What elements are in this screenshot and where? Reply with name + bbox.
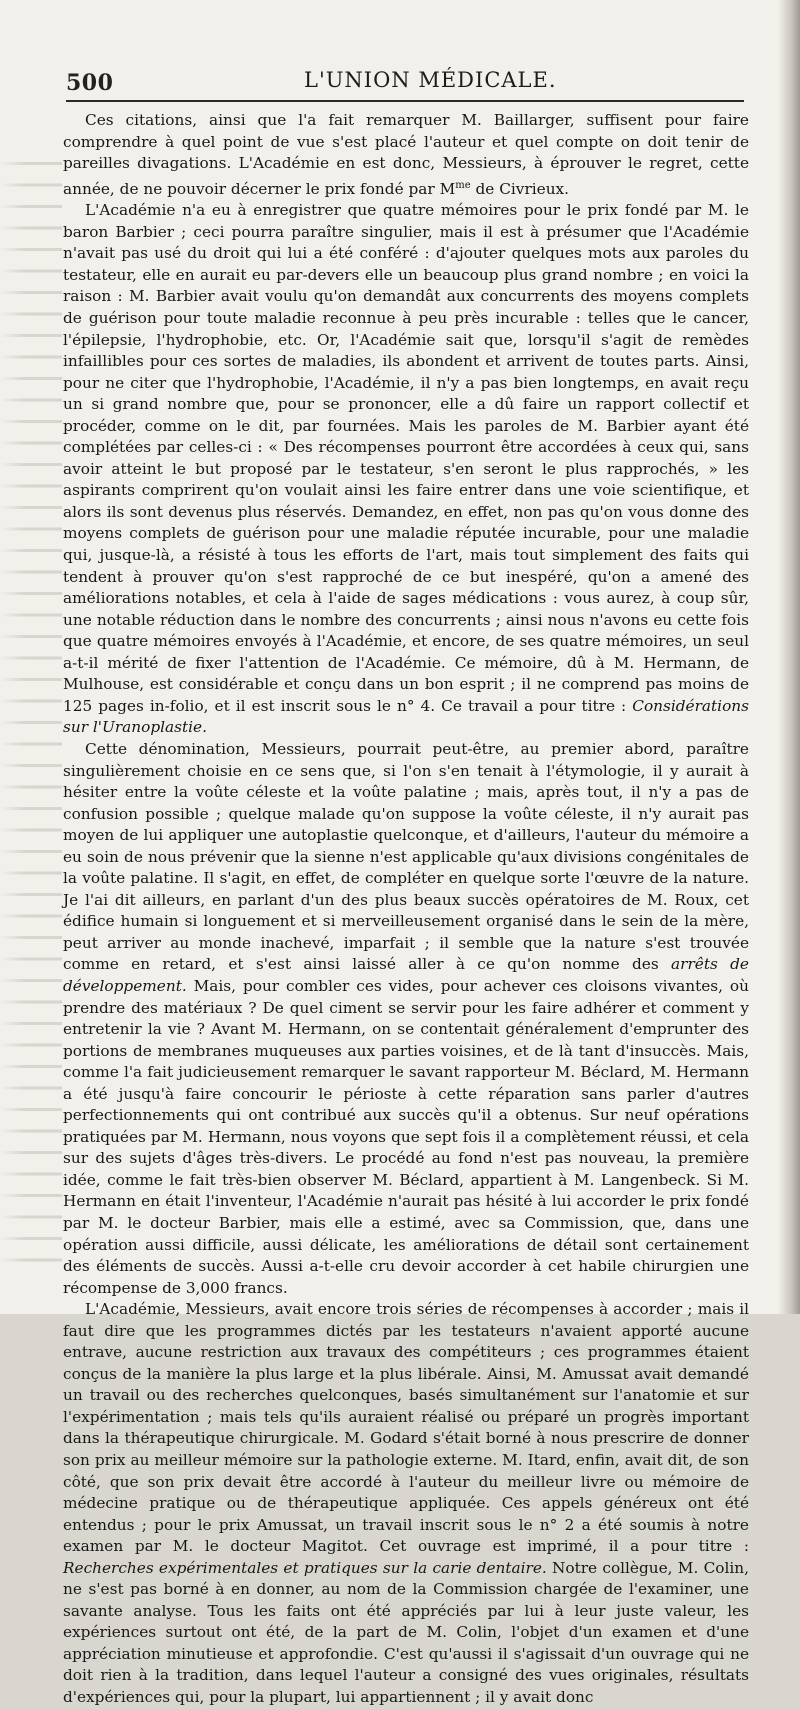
paragraph: L'Académie, Messieurs, avait encore trois séries de récompenses à accorder ; mais il faut dire que les programmes dictés par les testateurs n'avaient apporté aucune entrave, aucune restriction aux travaux des compétiteurs ; ces programmes étaient conçus de la manière la plus large et la plus libérale. Ainsi, M. Amussat avait demandé un travail ou des recherches quelconques, basés simultanément sur l'anatomie et sur l'expérimentation ; mais tels qu'ils auraient réalisé ou préparé un progrès important dans la thérapeutique chirurgicale. M. Godard s'était borné à nous prescrire de donner son prix au meilleur mémoire sur la pathologie externe. M. Itard, enfin, avait dit, de son côté, que son prix devait être accordé à l'auteur du meilleur livre ou mémoire de médecine pratique ou de thérapeutique appliquée. Ces appels généreux ont été entendus ; pour le prix Amussat, un travail inscrit sous le n° 2 a été soumis à notre examen par M. le docteur Magitot. Cet ouvrage est imprimé, il a pour titre : Recherches expérimentales et pratiques sur la carie dentaire. Notre collègue, M. Colin, ne s'est pas borné à en donner, au nom de la Commission chargée de l'examiner, une savante analyse. Tous les faits ont été appréciés par lui à leur juste valeur, les expériences surtout ont été, de la part de M. Colin, l'objet d'un examen et d'une appréciation minutieuse et approfondie. C'est qu'aussi il s'agissait d'un ouvrage qui ne doit rien à la tradition, dans lequel l'auteur a consigné des vues originales, résultats d'expériences qui, pour la plupart, lui appartiennent ; il y avait donc	[63, 1300, 749, 1707]
paragraph: L'Académie n'a eu à enregistrer que quatre mémoires pour le prix fondé par M. le baron Barbier ; ceci pourra paraître singulier, mais il est à présumer que l'Académie n'avait pas usé du droit qui lui a été conféré : d'ajouter quelques mots aux paroles du testateur, elle en aurait eu par-devers elle un beaucoup plus grand nombre ; en voici la raison : M. Barbier avait voulu qu'on demandât aux concurrents des moyens complets de guérison pour toute maladie reconnue à peu près incurable : telles que le cancer, l'épilepsie, l'hydrophobie, etc. Or, l'Académie sait que, lorsqu'il s'agit de remèdes infaillibles pour ces sortes de maladies, ils abondent et arrivent de toutes parts. Ainsi, pour ne citer que l'hydrophobie, l'Académie, il n'y a pas bien longtemps, en avait reçu un si grand nombre que, pour se prononcer, elle a dû faire un rapport collectif et procéder, comme on le dit, par fournées. Mais les paroles de M. Barbier ayant été complétées par celles-ci : « Des récompenses pourront être accordées à ceux qui, sans avoir atteint le but proposé par le testateur, s'en seront le plus rapprochés, » les aspirants comprirent qu'on voulait ainsi les faire entrer dans une voie scientifique, et alors ils sont devenus plus réservés. Demandez, en effet, non pas qu'on vous donne des moyens complets de guérison pour une maladie réputée incurable, pour une maladie qui, jusque-là, a résisté à tous les efforts de l'art, mais tout simplement des faits qui tendent à prouver qu'on s'est rapproché de ce but inespéré, qu'on a amené des améliorations notables, et cela à l'aide de sages médications : vous aurez, à coup sûr, une notable réduction dans le nombre des concurrents ; ainsi nous n'avons eu cette fois que quatre mémoires envoyés à l'Académie, et encore, de ses quatre mémoires, un seul a-t-il mérité de fixer l'attention de l'Académie. Ce mémoire, dû à M. Hermann, de Mulhouse, est considérable et conçu dans un bon esprit ; il ne comprend pas moins de 125 pages in-folio, et il est inscrit sous le n° 4. Ce travail a pour titre : Considérations sur l'Uranoplastie.	[63, 201, 749, 737]
running-header	[66, 64, 746, 98]
article-body	[63, 110, 749, 1709]
paragraph: Cette dénomination, Messieurs, pourrait peut-être, au premier abord, paraître singulièrement choisie en ce sens que, si l'on s'en tenait à l'étymologie, il y aurait à hésiter entre la voûte céleste et la voûte palatine ; mais, après tout, il n'y a pas de confusion possible ; quelque malade qu'on suppose la voûte céleste, il n'y aurait pas moyen de lui appliquer une autoplastie quelconque, et d'ailleurs, l'auteur du mémoire a eu soin de nous prévenir que la sienne n'est applicable qu'aux divisions congénitales de la voûte palatine. Il s'agit, en effet, de compléter en quelque sorte l'œuvre de la nature. Je l'ai dit ailleurs, en parlant d'un des plus beaux succès opératoires de M. Roux, cet édifice humain si longuement et si merveilleusement organisé dans le sein de la mère, peut arriver au monde inachevé, imparfait ; il semble que la nature s'est trouvée comme en retard, et s'est ainsi laissé aller à ce qu'on nomme des arrêts de développement. Mais, pour combler ces vides, pour achever ces cloisons vivantes, où prendre des matériaux ? De quel ciment se servir pour les faire adhérer et comment y entretenir la vie ? Avant M. Hermann, on se contentait généralement d'emprunter des portions de membranes muqueuses aux parties voisines, et de là tant d'insuccès. Mais, comme l'a fait judicieusement remarquer le savant rapporteur M. Béclard, M. Hermann a été jusqu'à faire concourir le périoste à cette réparation sans parler d'autres perfectionnements qui ont contribué aux succès qu'il a obtenus. Sur neuf opérations pratiquées par M. Hermann, nous voyons que sept fois il a complètement réussi, et cela sur des sujets d'âges très-divers. Le procédé au fond n'est pas nouveau, la première idée, comme le fait très-bien observer M. Béclard, appartient à M. Langenbeck. Si M. Hermann en était l'inventeur, l'Académie n'aurait pas hésité à lui accorder le prix fondé par M. le docteur Barbier, mais elle a estimé, avec sa Commission, que, dans une opération aussi difficile, aussi délicate, les améliorations de détail sont certainement des éléments de succès. Aussi a-t-elle cru devoir accorder à cet habile chirurgien une récompense de 3,000 francs.	[63, 739, 749, 1297]
memoir-title: Recherches expérimentales et pratiques sur la carie dentaire.	[63, 1558, 547, 1577]
superscript: me	[455, 179, 471, 191]
header-rule	[66, 100, 744, 102]
bleed-through-left-margin	[0, 150, 62, 1280]
memoir-title: Considérations sur l'Uranoplastie.	[63, 696, 749, 737]
paragraph: Ces citations, ainsi que l'a fait remarquer M. Baillarger, suffisent pour faire comprendre à quel point de vue s'est placé l'auteur et quel compte on doit tenir de pareilles divagations. L'Académie en est donc, Messieurs, à éprouver le regret, cette année, de ne pouvoir décerner le prix fondé par $M^{me}$ de Civrieux.	[63, 111, 749, 198]
page-edge-shadow	[778, 0, 800, 1314]
running-title: L'UNION MÉDICALE.	[304, 68, 557, 92]
page-number: 500	[66, 70, 114, 96]
italic-term: arrêts de développement.	[63, 955, 749, 995]
